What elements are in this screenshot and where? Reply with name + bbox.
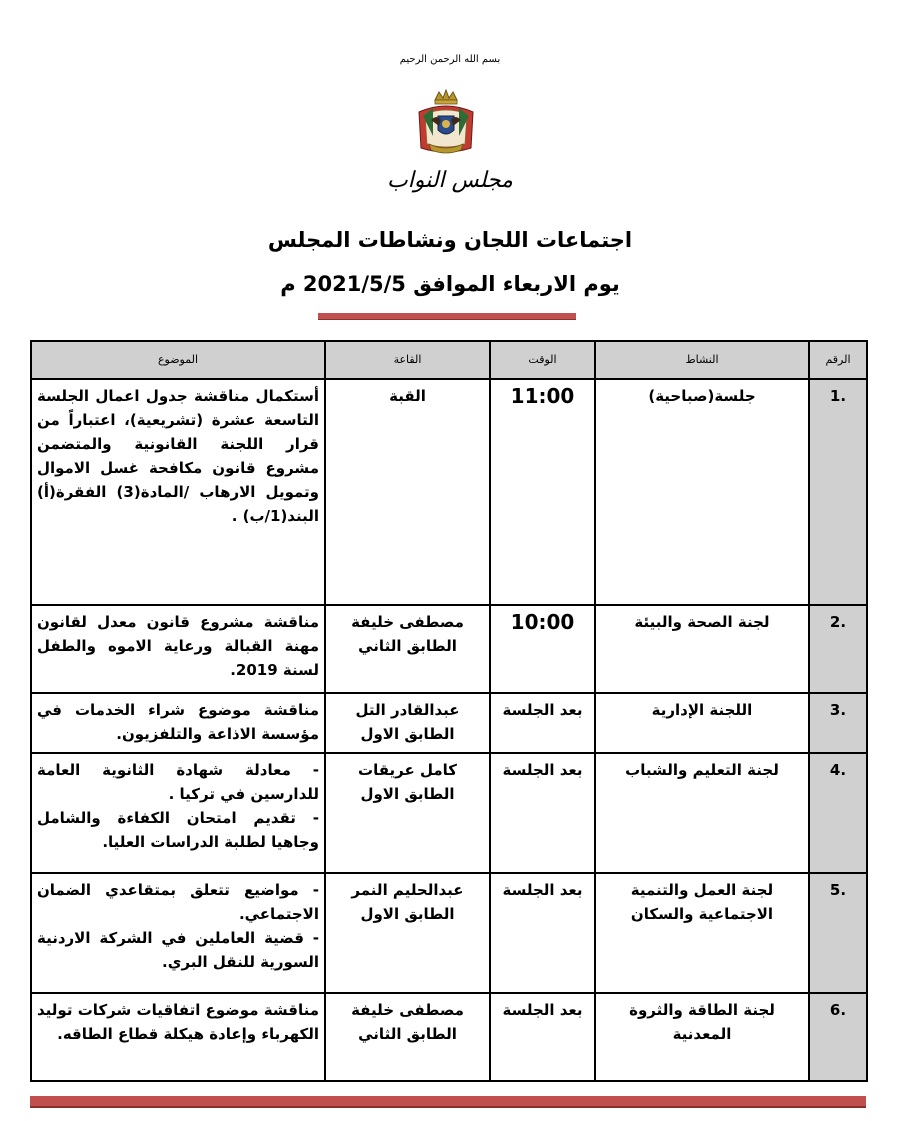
row-room xyxy=(325,379,490,605)
row-room xyxy=(325,605,490,693)
row-room xyxy=(325,873,490,993)
topic-item: - قضية العاملين في الشركة الاردنية السورية للنقل البري. xyxy=(37,929,319,971)
row-num: .2 xyxy=(809,605,867,693)
row-activity: لجنة العمل والتنمية الاجتماعية والسكان xyxy=(595,873,809,993)
header-num: الرقم xyxy=(809,341,867,379)
row-num: .3 xyxy=(809,693,867,753)
row-time: 11:00 xyxy=(490,379,595,605)
row-time: 10:00 xyxy=(490,605,595,693)
room-floor: الطابق الاول xyxy=(360,905,455,923)
header-activity: النشاط xyxy=(595,341,809,379)
row-activity: لجنة التعليم والشباب xyxy=(595,753,809,873)
document-title: اجتماعات اللجان ونشاطات المجلس xyxy=(267,228,633,252)
row-topic xyxy=(31,605,325,693)
bismillah: بسم الله الرحمن الرحيم xyxy=(399,54,501,65)
room-name: عبدالقادر التل xyxy=(355,701,460,719)
header-room: القاعة xyxy=(325,341,490,379)
room-floor: الطابق الاول xyxy=(360,785,455,803)
row-time: بعد الجلسة xyxy=(490,873,595,993)
row-topic xyxy=(31,693,325,753)
row-room xyxy=(325,693,490,753)
royal-crest-icon xyxy=(409,86,483,160)
row-num: .4 xyxy=(809,753,867,873)
room-floor: الطابق الثاني xyxy=(358,637,457,655)
topic-item: - تقديم امتحان الكفاءة والشامل وجاهيا لطلبة الدراسات العليا. xyxy=(37,809,319,851)
table-row xyxy=(31,873,867,993)
row-topic xyxy=(31,873,325,993)
topic-item: - مواضيع تتعلق بمتقاعدي الضمان الاجتماعي. xyxy=(37,881,319,923)
council-name: مجلس النواب xyxy=(387,168,513,193)
table-row xyxy=(31,993,867,1081)
row-room xyxy=(325,753,490,873)
row-topic xyxy=(31,993,325,1081)
room-name: عبدالحليم النمر xyxy=(351,881,464,899)
document-date: يوم الاربعاء الموافق 2021/5/5 م xyxy=(280,272,620,296)
room-name: القبة xyxy=(389,387,426,405)
table-row xyxy=(31,605,867,693)
table-header-row xyxy=(31,341,867,379)
table-row xyxy=(31,693,867,753)
topic-text: مناقشة مشروع قانون معدل لقانون مهنة القبالة ورعاية الاموه والطفل لسنة 2019. xyxy=(37,613,319,679)
table-row xyxy=(31,379,867,605)
row-room xyxy=(325,993,490,1081)
row-topic xyxy=(31,379,325,605)
room-name: كامل عريقات xyxy=(358,761,457,779)
topic-text: مناقشة موضوع اتفاقيات شركات توليد الكهرباء وإعادة هيكلة قطاع الطاقه. xyxy=(37,1001,319,1043)
room-name: مصطفى خليفة xyxy=(351,1001,464,1019)
row-time: بعد الجلسة xyxy=(490,993,595,1081)
topic-text: مناقشة موضوع شراء الخدمات في مؤسسة الاذاعة والتلفزيون. xyxy=(37,701,319,743)
row-topic xyxy=(31,753,325,873)
schedule-table xyxy=(30,340,868,1082)
room-name: مصطفى خليفة xyxy=(351,613,464,631)
row-activity: اللجنة الإدارية xyxy=(595,693,809,753)
title-underline xyxy=(318,313,576,320)
row-time: بعد الجلسة xyxy=(490,753,595,873)
row-activity: لجنة الطاقة والثروة المعدنية xyxy=(595,993,809,1081)
row-activity: جلسة(صباحية) xyxy=(595,379,809,605)
footer-rule xyxy=(30,1096,866,1108)
row-activity: لجنة الصحة والبيئة xyxy=(595,605,809,693)
row-num: .5 xyxy=(809,873,867,993)
topic-text: أستكمال مناقشة جدول اعمال الجلسة التاسعة عشرة (تشريعية)، اعتباراً من قرار اللجنة القانونية والمتضمن مشروع قانون مكافحة غسل الاموال وتمويل الارهاب /المادة(3) الفقرة(أ) البند(1/ب) . xyxy=(37,387,319,525)
row-num: .1 xyxy=(809,379,867,605)
room-floor: الطابق الاول xyxy=(360,725,455,743)
row-time: بعد الجلسة xyxy=(490,693,595,753)
header-time: الوقت xyxy=(490,341,595,379)
row-num: .6 xyxy=(809,993,867,1081)
topic-item: - معادلة شهادة الثانوية العامة للدارسين في تركيا . xyxy=(37,761,319,803)
table-row xyxy=(31,753,867,873)
room-floor: الطابق الثاني xyxy=(358,1025,457,1043)
header-topic: الموضوع xyxy=(31,341,325,379)
